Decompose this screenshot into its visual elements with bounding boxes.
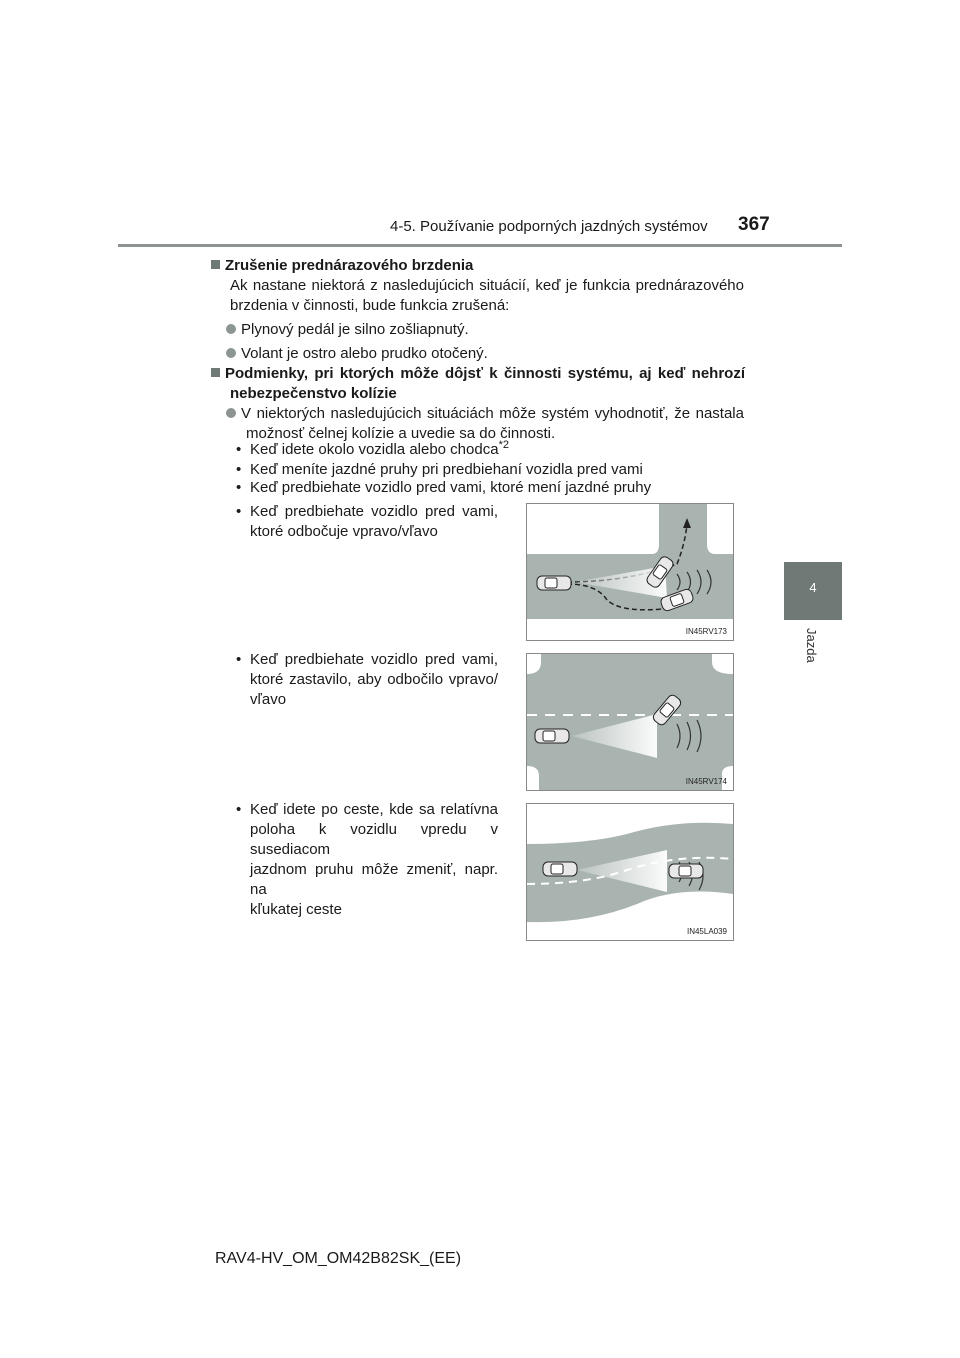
round-bullet-icon <box>226 348 236 358</box>
figure-stopped-vehicle <box>526 653 734 791</box>
footnote-ref: *2 <box>498 439 509 451</box>
list-item: Volant je ostro alebo prudko otočený. <box>226 344 488 364</box>
section1-intro-line1: Ak nastane niektorá z nasledujúcich situácií, keď je funkcia prednárazového <box>230 277 744 294</box>
page-number: 367 <box>738 214 770 235</box>
figure-turning-vehicle <box>526 503 734 641</box>
document-code: RAV4-HV_OM_OM42B82SK_(EE) <box>215 1250 462 1267</box>
header-divider <box>118 244 842 247</box>
section2-item-line2: možnosť čelnej kolízie a uvedie sa do činnosti. <box>246 425 556 442</box>
square-bullet-icon <box>211 260 220 269</box>
section2-item-line1: V niektorých nasledujúcich situáciách môže systém vyhodnotiť, že nastala <box>226 404 744 424</box>
square-bullet-icon <box>211 368 220 377</box>
figure-id: IN45RV174 <box>685 777 727 786</box>
chapter-tab: 4 <box>784 562 842 620</box>
figure-caption-3: • Keď idete po ceste, kde sa relatívna poloha k vozidlu vpredu v susediacom jazdnom pruhu môže zmeniť, napr. na kľukatej ceste <box>236 801 498 918</box>
figure-curved-road <box>526 803 734 941</box>
figure-caption-2: • Keď predbiehate vozidlo pred vami, ktoré zastavilo, aby odbočilo vpravo/ vľavo <box>236 651 498 708</box>
sub-list-item: • Keď predbiehate vozidlo pred vami, ktoré mení jazdné pruhy <box>236 479 652 496</box>
section-header: 4-5. Používanie podporných jazdných systémov <box>390 218 708 235</box>
round-bullet-icon <box>226 408 236 418</box>
sub-list-item: • Keď meníte jazdné pruhy pri predbiehaní vozidla pred vami <box>236 461 643 478</box>
section2-heading-line1: Podmienky, pri ktorých môže dôjsť k činnosti systému, aj keď nehrozí <box>211 364 745 384</box>
sub-list-item: • Keď idete okolo vozidla alebo chodca$^{*2}$ <box>236 439 509 458</box>
figure-id: IN45LA039 <box>686 927 727 936</box>
figure-id: IN45RV173 <box>685 627 727 636</box>
list-item: Plynový pedál je silno zošliapnutý. <box>226 320 469 340</box>
section2-heading-line2: nebezpečenstvo kolízie <box>230 385 397 402</box>
figure-caption-1: • Keď predbiehate vozidlo pred vami, ktoré odbočuje vpravo/vľavo <box>236 503 498 540</box>
section1-intro-line2: brzdenia v činnosti, bude funkcia zrušená: <box>230 297 510 314</box>
section1-heading: Zrušenie prednárazového brzdenia <box>211 256 473 276</box>
round-bullet-icon <box>226 324 236 334</box>
chapter-title: Jazda <box>804 628 819 663</box>
